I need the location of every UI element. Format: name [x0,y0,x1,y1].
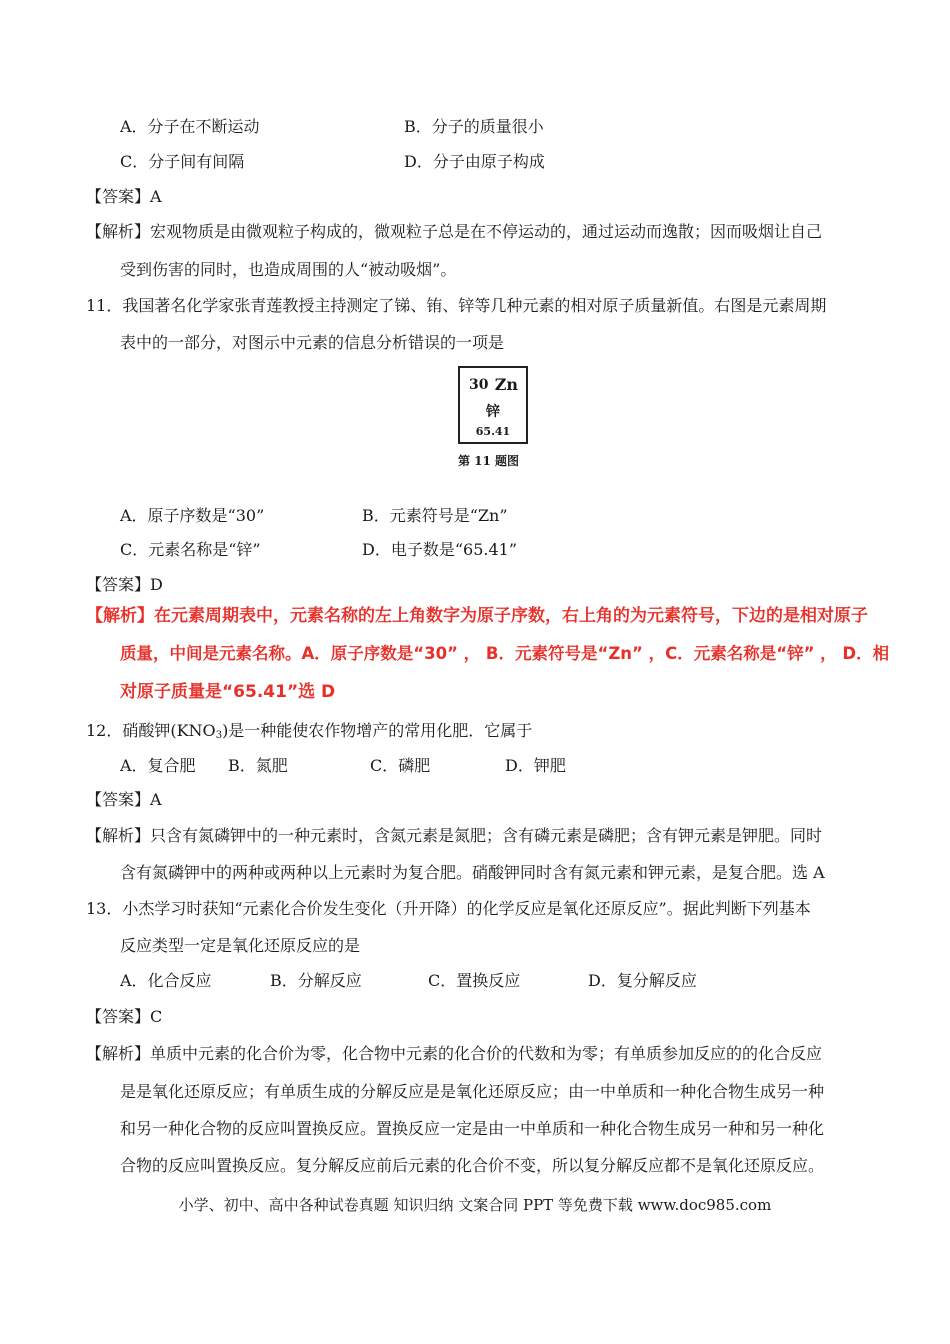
q11-option-a: A．原子序数是“30” [120,506,265,525]
analysis-tag: 【解析】 [86,826,151,845]
q12-analysis-line-2: 含有氮磷钾中的两种或两种以上元素时为复合肥。硝酸钾同时含有氮元素和钾元素，是复合肥。选 A [120,863,825,882]
q11-analysis-line-3: 对原子质量是“65.41”选 D [120,682,336,702]
q10-option-b: B．分子的质量很小 [404,117,544,136]
atomic-number: 30 [469,377,489,393]
q11-option-d: D．电子数是“65.41” [362,540,517,559]
q11-stem-line-1: 11．我国著名化学家张青莲教授主持测定了锑、铕、锌等几种元素的相对原子质量新值。右图是元素周期 [86,296,827,315]
q13-option-d: D．复分解反应 [588,971,697,990]
analysis-text: 只含有氮磷钾中的一种元素时，含氮元素是氮肥；含有磷元素是磷肥；含有钾元素是钾肥。同时 [150,826,823,845]
q11-option-b: B．元素符号是“Zn” [362,506,508,525]
analysis-text: 在元素周期表中，元素名称的左上角数字为原子序数，右上角的为元素符号，下边的是相对原子 [154,606,868,626]
analysis-tag: 【解析】 [86,222,151,241]
q10-analysis-line-1 [86,224,822,240]
q13-analysis-line-1 [86,1046,822,1062]
q12-stem-suffix: )是一种能使农作物增产的常用化肥．它属于 [222,721,533,740]
q10-answer [86,189,162,205]
q11-analysis-line-2: 质量，中间是元素名称。A．原子序数是“30” ， B．元素符号是“Zn” ，C．元素名称是“锌” ， D．相 [120,644,890,663]
answer-value: C [150,1007,163,1026]
atomic-mass: 65.41 [475,425,511,438]
q13-stem-line-2: 反应类型一定是氧化还原反应的是 [120,936,361,955]
q13-option-a: A．化合反应 [120,971,212,990]
q12-option-d: D．钾肥 [505,756,566,775]
q12-stem-prefix: 12．硝酸钾(KNO [86,721,216,740]
answer-tag: 【答案】 [86,790,151,809]
answer-value: A [150,187,162,206]
q12-option-c: C．磷肥 [370,756,431,775]
page-footer: 小学、初中、高中各种试卷真题 知识归纳 文案合同 PPT 等免费下载 www.doc985.com [178,1196,772,1214]
figure-caption: 第 11 题图 [458,454,520,468]
q12-option-a: A．复合肥 [120,756,196,775]
q11-stem-line-2: 表中的一部分，对图示中元素的信息分析错误的一项是 [120,333,505,352]
q13-analysis-line-2: 是是氧化还原反应；有单质生成的分解反应是是氧化还原反应；由一中单质和一种化合物生成另一种 [120,1082,825,1101]
q11-analysis-line-1 [86,608,868,625]
analysis-text: 单质中元素的化合价为零，化合物中元素的化合价的代数和为零；有单质参加反应的的化合反应 [150,1044,823,1063]
analysis-tag: 【解析】 [86,606,154,626]
element-name: 锌 [486,404,500,420]
q12-answer [86,792,162,808]
q11-answer [86,577,163,593]
answer-tag: 【答案】 [86,575,151,594]
q13-analysis-line-3: 和另一种化合物的反应叫置换反应。置换反应一定是由一中单质和一种化合物生成另一种和另一种化 [120,1119,825,1138]
q13-option-b: B．分解反应 [270,971,362,990]
q13-option-c: C．置换反应 [428,971,521,990]
q12-stem-subscript: 3 [215,730,223,741]
q10-option-d: D．分子由原子构成 [404,152,545,171]
analysis-tag: 【解析】 [86,1044,151,1063]
answer-value: A [150,790,162,809]
answer-value: D [150,575,163,594]
q10-analysis-line-2: 受到伤害的同时，也造成周围的人“被动吸烟”。 [120,260,457,279]
answer-tag: 【答案】 [86,187,151,206]
analysis-text: 宏观物质是由微观粒子构成的，微观粒子总是在不停运动的，通过运动而逸散；因而吸烟让自己 [150,222,823,241]
q12-option-b: B．氮肥 [228,756,288,775]
periodic-element-card [458,366,528,444]
element-symbol: Zn [494,375,518,394]
q10-option-a: A．分子在不断运动 [120,117,260,136]
answer-tag: 【答案】 [86,1007,151,1026]
q12-analysis-line-1 [86,828,822,844]
q13-stem-line-1: 13．小杰学习时获知“元素化合价发生变化（升开降）的化学反应是氧化还原反应”。据此判断下列基本 [86,899,811,918]
q11-option-c: C．元素名称是“锌” [120,540,261,559]
q12-stem [86,723,532,741]
q13-analysis-line-4: 合物的反应叫置换反应。复分解反应前后元素的化合价不变，所以复分解反应都不是氧化还原反应。 [120,1156,825,1175]
q10-option-c: C．分子间有间隔 [120,152,245,171]
q13-answer [86,1009,162,1025]
